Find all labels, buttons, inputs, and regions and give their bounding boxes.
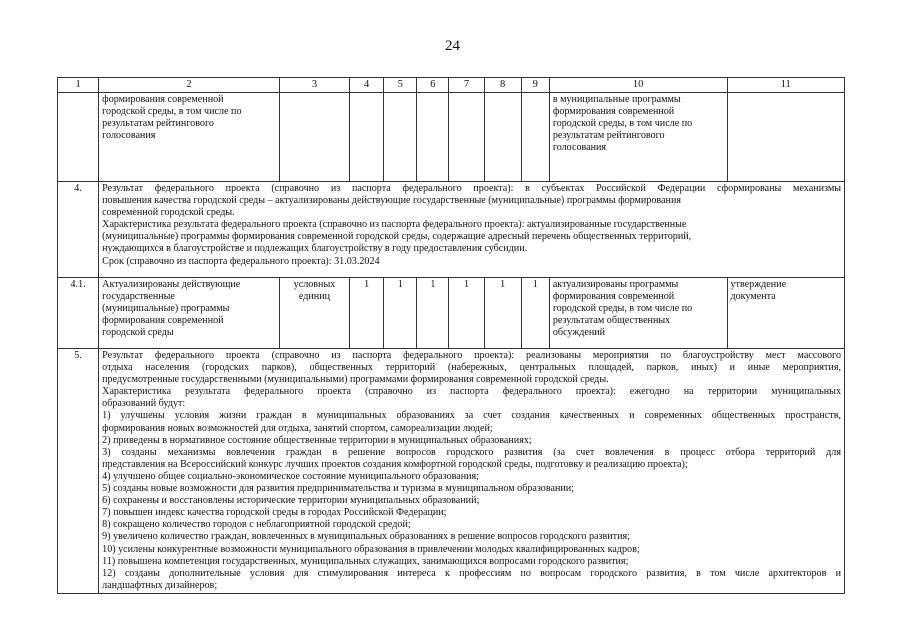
col-header-11: 11 bbox=[727, 78, 845, 93]
col-header-4: 4 bbox=[350, 78, 384, 93]
row-4-1-document: утверждение документа bbox=[727, 278, 845, 349]
table-row-continued bbox=[58, 93, 845, 182]
row-5-description: Результат федерального проекта (справочно из паспорта федерального проекта): реализованы мероприятия по благоустройству мест массового отдыха населения (городских парков), общественных территорий (набережных, центральных площадей, парков, иных) и иные мероприятия, предусмотренные государственными (муниципальными) программами формирования современной городской среды. Характеристика результата федерального проекта (справочно из паспорта федерального проекта): ежегодно на территории муниципальных образований будут: 1) улучшены условия жизни граждан в муниципальных образованиях за счет создания качественных и современных общественных пространств, формирования новых возможностей для отдыха, занятий спортом, самореализации людей; 2) приведены в нормативное состояние общественные территории в муниципальных образованиях; 3) созданы механизмы вовлечения граждан в решение вопросов городского развития (за счет вовлечения в процесс отбора территорий для представления на Всероссийский конкурс лучших проектов создания комфортной городской среды, подготовку и реализацию проекта); 4) улучшено общее социально-экономическое состояние муниципального образования; 5) созданы новые возможности для развития предпринимательства и туризма в муниципальном образовании; 6) сохранены и восстановлены исторические территории муниципальных образований; 7) повышен индекс качества городской среды в городах Российской Федерации; 8) сокращено количество городов с неблагоприятной городской средой; 9) увеличено количество граждан, вовлеченных в муниципальных образованиях в решение вопросов городского развития; 10) усилены конкурентные возможности муниципального образования в привлечении молодых квалифицированных кадров; 11) повышена компетенция государственных, муниципальных служащих, занимающихся вопросами городского развития; 12) созданы дополнительные условия для стимулирования интереса к профессиям по вопросам городского развития, в том числе архитекторов и ландшафтных дизайнеров; bbox=[99, 349, 845, 594]
col-header-7: 7 bbox=[449, 78, 484, 93]
row-4-number: 4. bbox=[58, 182, 99, 278]
page-number: 24 bbox=[445, 38, 460, 54]
row-4-1-name: Актуализированы действующие государственные (муниципальные) программы формирования современной городской среды bbox=[99, 278, 280, 349]
col-header-1: 1 bbox=[58, 78, 99, 93]
row-4-description: Результат федерального проекта (справочно из паспорта федерального проекта): в субъектах Российской Федерации сформированы механизмы повышения качества городской среды – актуализированы действующие государственные (муниципальные) программы формирования современной городской среды. Характеристика результата федерального проекта (справочно из паспорта федерального проекта): актуализированные государственные (муниципальные) программы формирования современной городской среды, содержащие адресный перечень общественных территорий, нуждающихся в благоустройстве и подлежащих благоустройству в году предоставления субсидии. Срок (справочно из паспорта федерального проекта): 31.03.2024 bbox=[99, 182, 845, 278]
row-4-1-value: 1 bbox=[521, 278, 549, 349]
col-header-10: 10 bbox=[549, 78, 727, 93]
row-cont-result: в муниципальные программы формирования современной городской среды, в том числе по результатам рейтингового голосования bbox=[549, 93, 727, 182]
row-4-1-value: 1 bbox=[384, 278, 417, 349]
col-header-5: 5 bbox=[384, 78, 417, 93]
table-row-4 bbox=[58, 182, 845, 278]
row-4-1-unit: условных единиц bbox=[279, 278, 349, 349]
table-row-4-1 bbox=[58, 278, 845, 349]
row-4-1-result: актуализированы программы формирования современной городской среды, в том числе по результатам общественных обсуждений bbox=[549, 278, 727, 349]
row-4-1-value: 1 bbox=[350, 278, 384, 349]
column-number-row bbox=[58, 78, 845, 93]
col-header-8: 8 bbox=[484, 78, 521, 93]
col-header-9: 9 bbox=[521, 78, 549, 93]
indicators-table bbox=[57, 77, 845, 594]
row-4-1-value: 1 bbox=[449, 278, 484, 349]
row-4-1-value: 1 bbox=[484, 278, 521, 349]
row-4-1-number: 4.1. bbox=[58, 278, 99, 349]
col-header-6: 6 bbox=[417, 78, 449, 93]
col-header-3: 3 bbox=[279, 78, 349, 93]
col-header-2: 2 bbox=[99, 78, 280, 93]
table-row-5 bbox=[58, 349, 845, 594]
row-cont-name: формирования современной городской среды, в том числе по результатам рейтингового голосования bbox=[99, 93, 280, 182]
row-5-number: 5. bbox=[58, 349, 99, 594]
row-4-1-value: 1 bbox=[417, 278, 449, 349]
row-cont-num bbox=[58, 93, 99, 182]
